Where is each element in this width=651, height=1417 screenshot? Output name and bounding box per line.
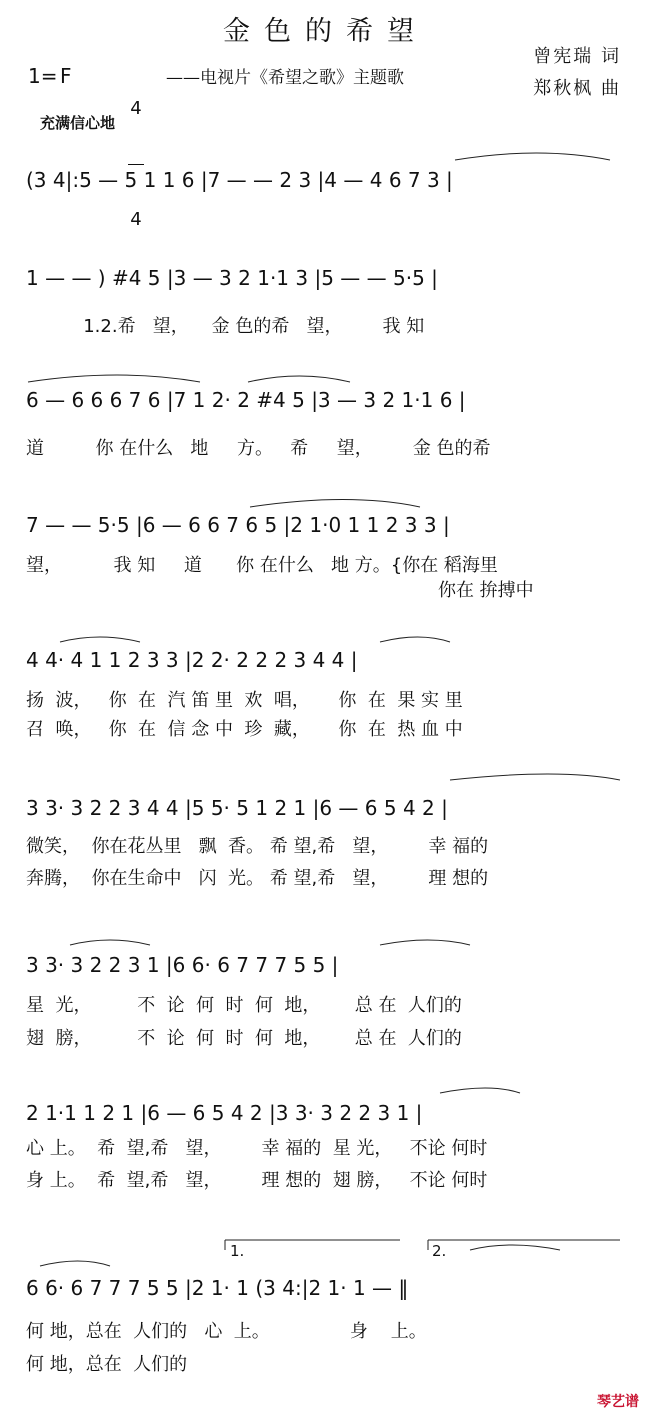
lyric-line-4b: 你在 拚搏中 <box>26 580 534 601</box>
key-value: F <box>60 64 72 88</box>
lyric-line-9b: 何 地，总在 人们的 <box>26 1354 188 1375</box>
lyricist-credit: 曾宪瑞 词 <box>533 46 621 67</box>
notation-line-6: 3 3· 3 2 2 3 4 4 |5 5· 5 1 2 1 |6 — 6 5 4 2 | <box>26 796 448 820</box>
lyric-line-8b: 身 上。 希 望,希 望， 理 想的 翅 膀， 不论 何时 <box>26 1170 488 1191</box>
notation-line-3: 6 — 6 6 6 7 6 |7 1 2· 2 #4 5 |3 — 3 2 1·1 6 | <box>26 388 466 412</box>
notation-line-8: 2 1·1 1 2 1 |6 — 6 5 4 2 |3 3· 3 2 2 3 1 | <box>26 1101 423 1125</box>
notation-line-9: 6 6· 6 7 7 7 5 5 |2 1· 1 (3 4:|2 1· 1 — ‖ <box>26 1276 409 1300</box>
subtitle: ——电视片《希望之歌》主题歌 <box>166 68 404 88</box>
notation-line-4: 7 — — 5·5 |6 — 6 6 7 6 5 |2 1·0 1 1 2 3 3 | <box>26 513 450 537</box>
lyric-line-4a: 望， 我 知 道 你 在什么 地 方。{你在 稻海里 <box>26 555 498 576</box>
volta-second: 2. <box>432 1242 447 1260</box>
composer-credit: 郑秋枫 曲 <box>533 78 621 99</box>
lyric-line-5b: 召 唤， 你 在 信 念 中 珍 藏， 你 在 热 血 中 <box>26 719 463 740</box>
key-label: 1= <box>28 64 58 88</box>
time-signature-top: 4 <box>130 98 142 119</box>
time-signature-bottom: 4 <box>130 209 142 230</box>
tempo-marking: 充满信心地 <box>40 114 116 132</box>
notation-line-1: (3 4|:5 — 5 1 1 6 |7 — — 2 3 |4 — 4 6 7 3 | <box>26 168 453 192</box>
lyric-line-6a: 微笑， 你在花丛里 飘 香。 希 望,希 望， 幸 福的 <box>26 836 489 857</box>
song-title: 金色的希望 <box>223 16 428 47</box>
notation-line-5: 4 4· 4 1 1 2 3 3 |2 2· 2 2 2 3 4 4 | <box>26 648 358 672</box>
lyric-line-7a: 星 光， 不 论 何 时 何 地， 总 在 人们的 <box>26 995 462 1016</box>
lyric-line-6b: 奔腾， 你在生命中 闪 光。 希 望,希 望， 理 想的 <box>26 868 489 889</box>
lyric-line-2a: 1.2.希 望， 金 色的希 望， 我 知 <box>26 316 425 337</box>
volta-first: 1. <box>230 1242 245 1260</box>
lyric-line-5a: 扬 波， 你 在 汽 笛 里 欢 唱， 你 在 果 实 里 <box>26 690 463 711</box>
lyric-line-3a: 道 你 在什么 地 方。 希 望， 金 色的希 <box>26 438 491 459</box>
notation-line-7: 3 3· 3 2 2 3 1 |6 6· 6 7 7 7 5 5 | <box>26 953 339 977</box>
lyric-line-7b: 翅 膀， 不 论 何 时 何 地， 总 在 人们的 <box>26 1028 462 1049</box>
lyric-line-8a: 心 上。 希 望,希 望， 幸 福的 星 光， 不论 何时 <box>26 1138 488 1159</box>
lyric-line-9a: 何 地，总在 人们的 心 上。 身 上。 <box>26 1321 427 1342</box>
notation-line-2: 1 — — ) #4 5 |3 — 3 2 1·1 3 |5 — — 5·5 | <box>26 266 438 290</box>
watermark-logo: 琴艺谱 <box>597 1394 639 1410</box>
